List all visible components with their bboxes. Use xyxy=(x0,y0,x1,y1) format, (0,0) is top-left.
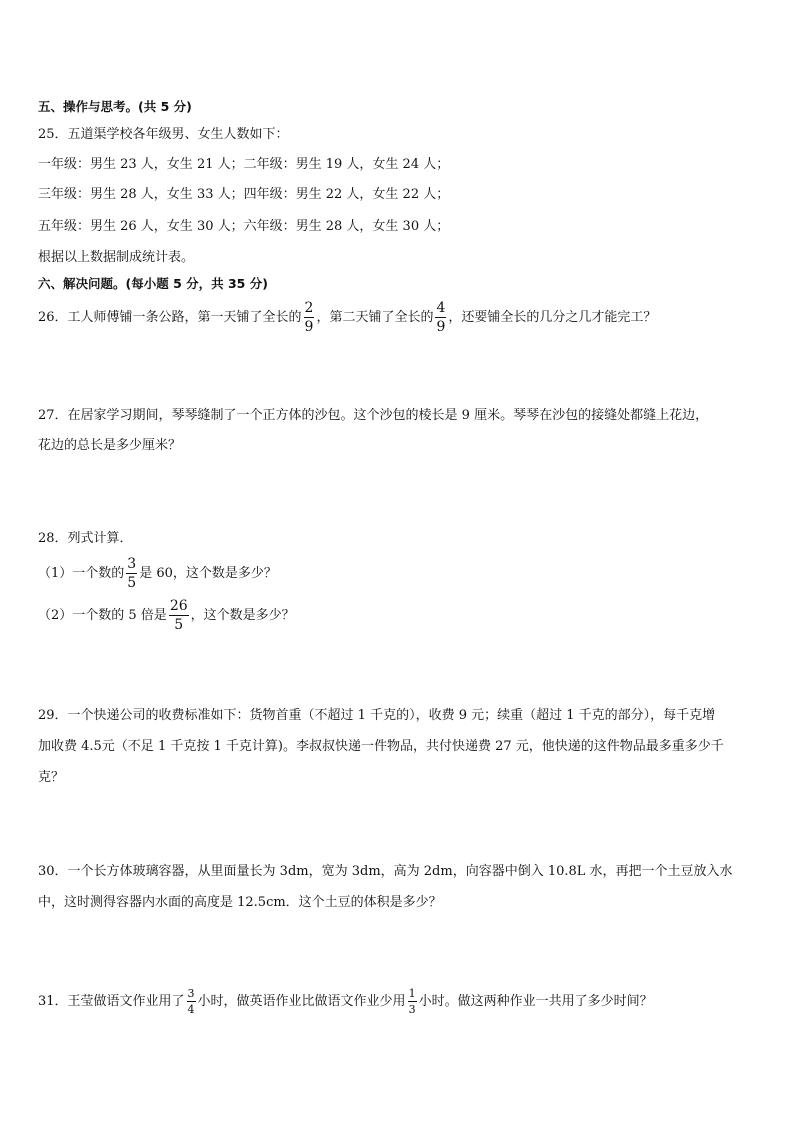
fraction-numerator: 3 xyxy=(187,987,195,1000)
q25-stem: 25．五道渠学校各年级男、女生人数如下： xyxy=(38,127,289,142)
q25-row-2: 三年级：男生 28 人，女生 33 人；四年级：男生 22 人，女生 22 人； xyxy=(38,187,450,202)
q31-text-1: 31．王莹做语文作业用了 xyxy=(38,994,185,1009)
q25-row-1: 一年级：男生 23 人，女生 21 人；二年级：男生 19 人，女生 24 人； xyxy=(38,157,450,172)
fraction-1-3 xyxy=(408,988,417,1015)
q31-text-3: 小时。做这两种作业一共用了多少时间？ xyxy=(418,994,653,1009)
q30-line-2: 中，这时测得容器内水面的高度是 12.5cm．这个土豆的体积是多少？ xyxy=(38,895,442,910)
q28-sub-1-text-1: （1）一个数的 xyxy=(38,566,125,581)
fraction-denominator: 4 xyxy=(187,1003,195,1016)
fraction-bar xyxy=(169,615,189,616)
fraction-denominator: 9 xyxy=(304,319,314,335)
q26-text-2: ，第二天铺了全长的 xyxy=(316,310,434,325)
fraction-3-5 xyxy=(126,557,137,590)
fraction-bar xyxy=(304,317,315,318)
q27-line-2: 花边的总长是多少厘米？ xyxy=(38,438,182,453)
fraction-bar xyxy=(126,573,137,574)
section-6-heading: 六、解决问题。(每小题 5 分，共 35 分) xyxy=(38,276,268,291)
q28-sub-1 xyxy=(38,556,277,592)
fraction-denominator: 9 xyxy=(436,319,446,335)
fraction-26-5 xyxy=(169,599,189,632)
fraction-bar xyxy=(408,1001,417,1002)
fraction-numerator: 4 xyxy=(436,300,446,316)
q25-instruction: 根据以上数据制成统计表。 xyxy=(38,250,195,265)
fraction-4-9 xyxy=(435,301,446,334)
q26-text-1: 26．工人师傅铺一条公路，第一天铺了全长的 xyxy=(38,310,302,325)
fraction-denominator: 3 xyxy=(408,1003,416,1016)
q31-text-2: 小时，做英语作业比做语文作业少用 xyxy=(197,994,406,1009)
q28-sub-2-text-2: ，这个数是多少？ xyxy=(190,608,295,623)
fraction-numerator: 3 xyxy=(127,556,137,572)
q29-line-2: 加收费 4.5元（不足 1 千克按 1 千克计算)。李叔叔快递一件物品，共付快递费 27 元，他快递的这件物品最多重多少千 xyxy=(38,739,724,754)
q29-line-1: 29．一个快递公司的收费标准如下：货物首重（不超过 1 千克的），收费 9 元；续重（超过 1 千克的部分），每千克增 xyxy=(38,708,716,723)
q28-sub-2-text-1: （2）一个数的 5 倍是 xyxy=(38,608,167,623)
q28-sub-2 xyxy=(38,598,295,634)
q26-text-3: ，还要铺全长的几分之几才能完工？ xyxy=(448,310,657,325)
q28-sub-1-text-2: 是 60，这个数是多少？ xyxy=(139,566,277,581)
fraction-3-4 xyxy=(187,988,196,1015)
q30-line-1: 30．一个长方体玻璃容器，从里面量长为 3dm，宽为 3dm，高为 2dm，向容器中倒入 10.8L 水，再把一个土豆放入水 xyxy=(38,864,733,879)
fraction-denominator: 5 xyxy=(127,575,137,591)
fraction-bar xyxy=(435,317,446,318)
fraction-numerator: 26 xyxy=(169,598,188,614)
q31 xyxy=(38,982,653,1022)
fraction-2-9 xyxy=(304,301,315,334)
fraction-bar xyxy=(187,1001,196,1002)
q25-row-3: 五年级：男生 26 人，女生 30 人；六年级：男生 28 人，女生 30 人； xyxy=(38,219,450,234)
fraction-numerator: 2 xyxy=(304,300,314,316)
q29-line-3: 克？ xyxy=(38,770,65,785)
fraction-numerator: 1 xyxy=(408,987,416,1000)
section-5-heading: 五、操作与思考。(共 5 分) xyxy=(38,99,192,114)
fraction-denominator: 5 xyxy=(174,617,184,633)
q27-line-1: 27．在居家学习期间，琴琴缝制了一个正方体的沙包。这个沙包的棱长是 9 厘米。琴琴在沙包的接缝处都缝上花边， xyxy=(38,408,709,423)
q28-stem: 28．列式计算． xyxy=(38,531,133,546)
q26 xyxy=(38,298,656,338)
